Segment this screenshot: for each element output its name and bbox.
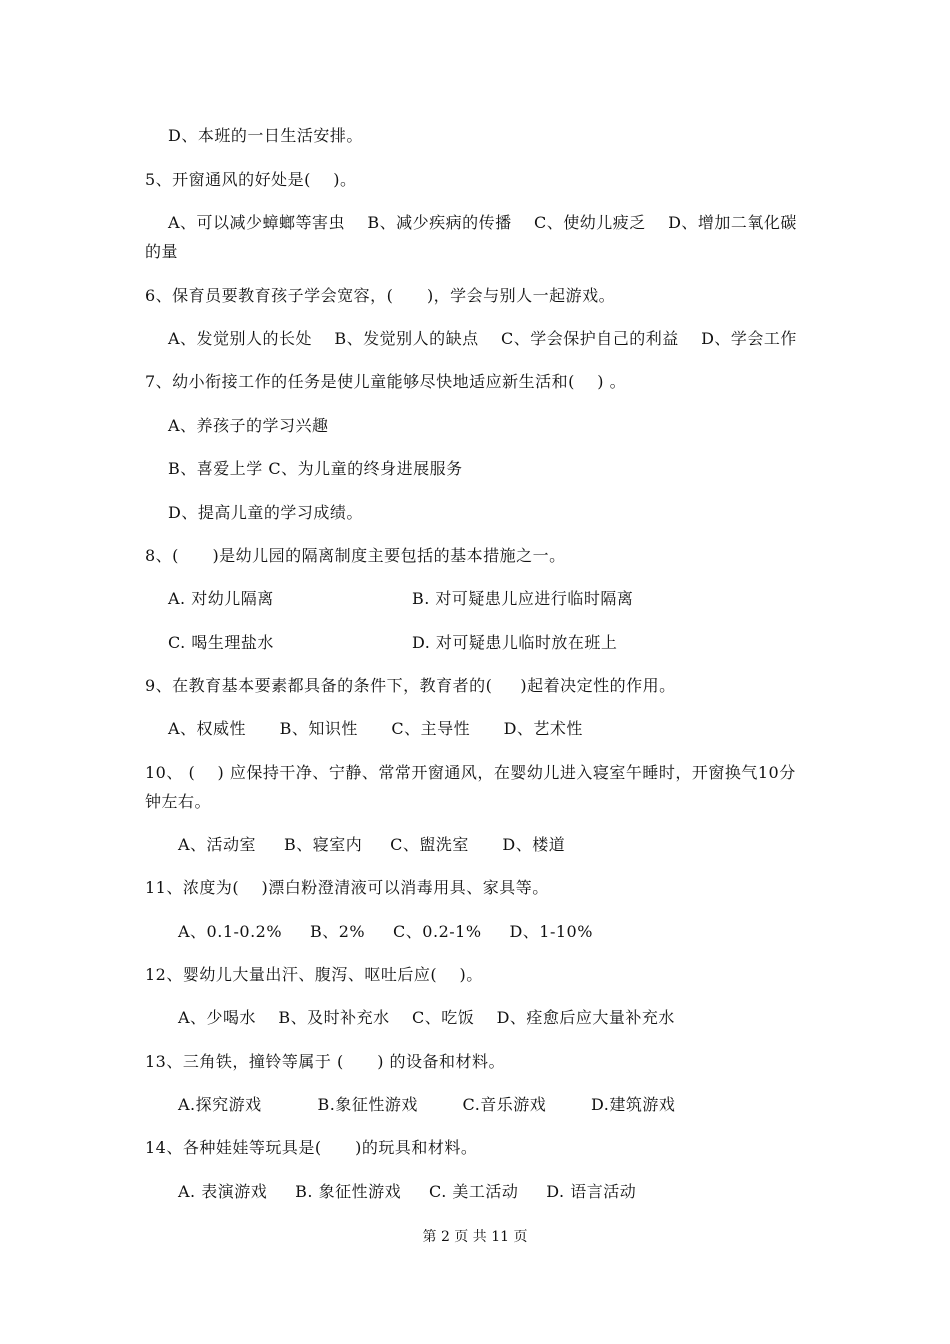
q6-options: A、发觉别人的长处 B、发觉别人的缺点 C、学会保护自己的利益 D、学会工作	[168, 329, 797, 348]
q7-option-bc: B、喜爱上学 C、为儿童的终身进展服务	[168, 459, 463, 478]
question-8: 8、( )是幼儿园的隔离制度主要包括的基本措施之一。	[145, 546, 566, 565]
q14-options: A. 表演游戏 B. 象征性游戏 C. 美工活动 D. 语言活动	[178, 1182, 637, 1201]
q8-option-a: A. 对幼儿隔离	[168, 589, 274, 608]
question-10: 10、 ( ) 应保持干净、宁静、常常开窗通风，在婴幼儿进入寝室午睡时，开窗换气10分	[145, 763, 796, 782]
question-10-cont: 钟左右。	[145, 792, 212, 811]
q12-options: A、少喝水 B、及时补充水 C、吃饭 D、痊愈后应大量补充水	[178, 1008, 675, 1027]
q8-option-d: D. 对可疑患儿临时放在班上	[412, 633, 618, 652]
question-6: 6、保育员要教育孩子学会宽容，( )，学会与别人一起游戏。	[145, 286, 616, 305]
q8-option-c: C. 喝生理盐水	[168, 633, 274, 652]
question-14: 14、各种娃娃等玩具是( )的玩具和材料。	[145, 1138, 478, 1157]
question-13: 13、三角铁，撞铃等属于 ( ) 的设备和材料。	[145, 1052, 506, 1071]
question-7: 7、幼小衔接工作的任务是使儿童能够尽快地适应新生活和( ) 。	[145, 372, 627, 391]
page-footer: 第 2 页 共 11 页	[422, 1229, 528, 1245]
q9-options: A、权威性 B、知识性 C、主导性 D、艺术性	[168, 719, 583, 738]
q8-option-b: B. 对可疑患儿应进行临时隔离	[412, 589, 634, 608]
q7-option-a: A、养孩子的学习兴趣	[168, 416, 329, 435]
q7-option-d: D、提高儿童的学习成绩。	[168, 503, 363, 522]
q4-option-d: D、本班的一日生活安排。	[168, 126, 363, 145]
question-9: 9、在教育基本要素都具备的条件下，教育者的( )起着决定性的作用。	[145, 676, 676, 695]
q5-options: A、可以减少蟑螂等害虫 B、减少疾病的传播 C、使幼儿疲乏 D、增加二氧化碳	[168, 213, 797, 232]
q11-options: A、0.1-0.2% B、2% C、0.2-1% D、1-10%	[178, 922, 593, 941]
question-5: 5、开窗通风的好处是( )。	[145, 170, 357, 189]
question-11: 11、浓度为( )漂白粉澄清液可以消毒用具、家具等。	[145, 878, 549, 897]
q13-options: A.探究游戏 B.象征性游戏 C.音乐游戏 D.建筑游戏	[178, 1095, 676, 1114]
q5-options-cont: 的量	[145, 242, 179, 261]
question-12: 12、婴幼儿大量出汗、腹泻、呕吐后应( )。	[145, 965, 483, 984]
q10-options: A、活动室 B、寝室内 C、盥洗室 D、楼道	[178, 835, 566, 854]
